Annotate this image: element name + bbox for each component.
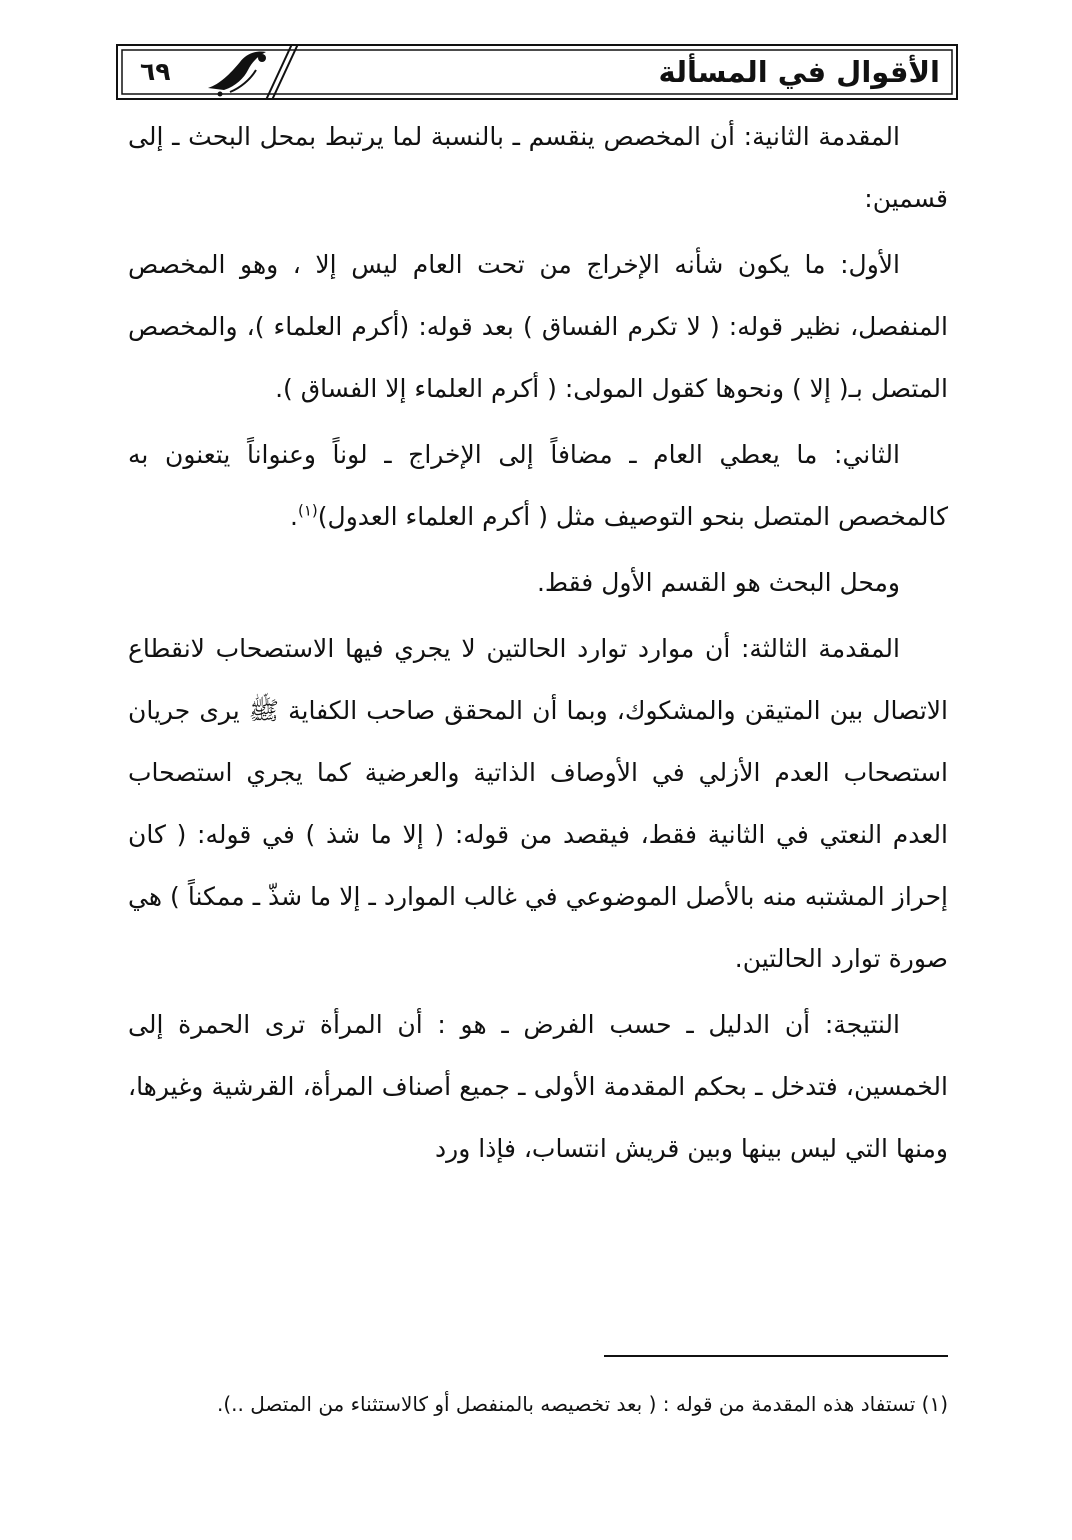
paragraph-second-type-text: الثاني: ما يعطي العام ـ مضافاً إلى الإخراج ـ لوناً وعنواناً يتعنون به كالمخصص المتصل بنحو التوصيف مثل ( أكرم العلماء العدول) [128,440,948,531]
footnote-reference: (١) [298,501,318,520]
paragraph-intro-third: المقدمة الثالثة: أن موارد توارد الحالتين لا يجري فيها الاستصحاب لانقطاع الاتصال بين المتيقن والمشكوك، وبما أن المحقق صاحب الكفاية ﷺ يرى جريان استصحاب العدم الأزلي في الأوصاف الذاتية والعرضية كما يجري استصحاب العدم النعتي في الثانية فقط، فيقصد من قوله: ( إلا ما شذ ) في قوله: ( كان إحراز المشتبه منه بالأصل الموضوعي في غالب الموارد ـ إلا ما شذّ ـ ممكناً ) هي صورة توارد الحالتين. [128,634,948,973]
ornament-icon [200,44,278,100]
paragraph-second-type [128,424,948,548]
header-title: الأقوال في المسألة [658,55,940,89]
paragraph-research-scope: ومحل البحث هو القسم الأول فقط. [536,568,900,597]
paragraph-second-type-end: . [290,502,298,531]
running-header [116,44,958,100]
footnote-1: (١) تستفاد هذه المقدمة من قوله : ( بعد تخصيصه بالمنفصل أو كالاستثناء من المتصل ..). [216,1392,948,1416]
footnote-separator [604,1355,948,1357]
body-text [128,106,948,1184]
paragraph-first-type: الأول: ما يكون شأنه الإخراج من تحت العام ليس إلا ، وهو المخصص المنفصل، نظير قوله: ( لا تكرم الفساق ) بعد قوله: (أكرم العلماء )، والمخصص المتصل بـ( إلا ) ونحوها كقول المولى: ( أكرم العلماء إلا الفساق ). [128,250,948,403]
paragraph-conclusion: النتيجة: أن الدليل ـ حسب الفرض ـ هو : أن المرأة ترى الحمرة إلى الخمسين، فتدخل ـ بحكم المقدمة الأولى ـ جميع أصناف المرأة، القرشية وغيرها، ومنها التي ليس بينها وبين قريش انتساب، فإذا ورد [128,1010,948,1163]
page-number: ٦٩ [140,57,171,86]
paragraph-intro-second: المقدمة الثانية: أن المخصص ينقسم ـ بالنسبة لما يرتبط بمحل البحث ـ إلى قسمين: [128,122,948,213]
